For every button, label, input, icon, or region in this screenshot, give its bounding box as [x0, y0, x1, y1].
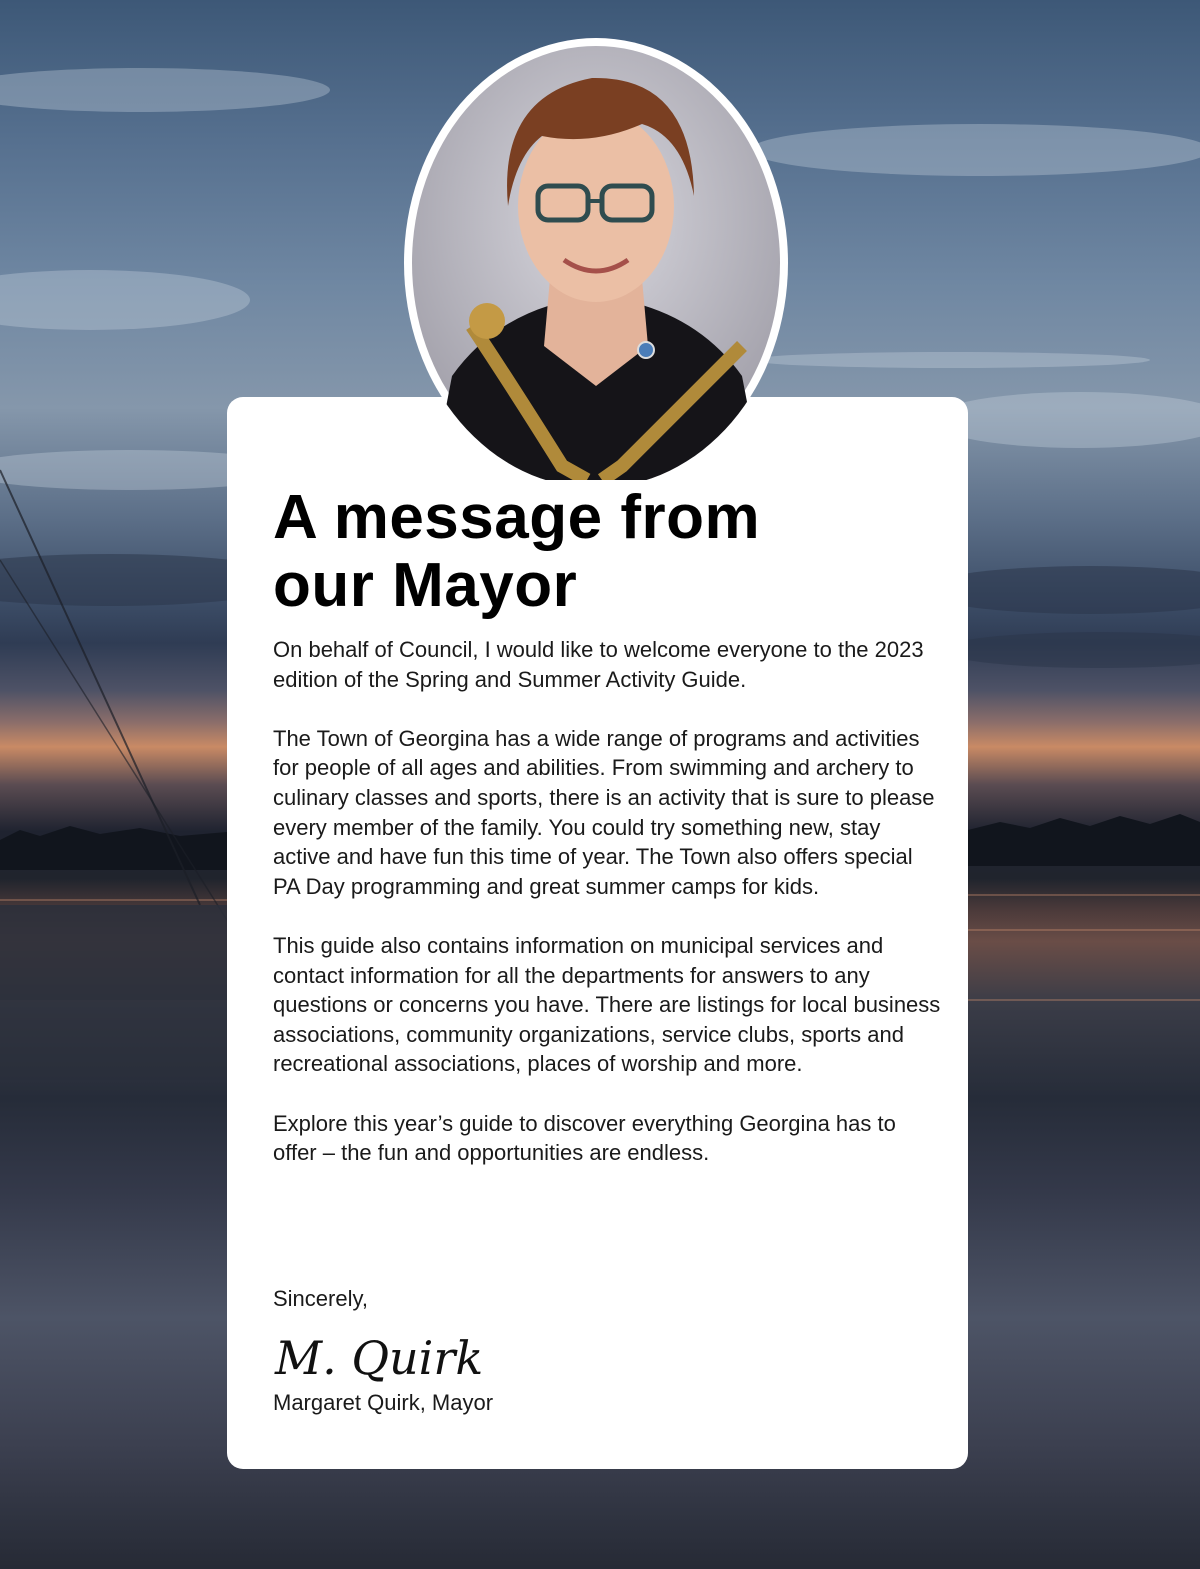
paragraph-services: This guide also contains information on municipal services and contact information for all the departments for answers to any questions or concerns you have. There are listings for local business associations, community organizations, service clubs, sports and recreational associations, places of worship and more.	[273, 932, 941, 1077]
page-title	[273, 484, 953, 620]
letter-body	[273, 635, 943, 1197]
signer-name: Margaret Quirk, Mayor	[273, 1390, 494, 1415]
paragraph-welcome: On behalf of Council, I would like to welcome everyone to the 2023 edition of the Spring and Summer Activity Guide.	[273, 637, 924, 692]
signature-text: M. Quirk	[275, 1331, 484, 1385]
paragraph-explore: Explore this year’s guide to discover everything Georgina has to offer – the fun and opportunities are endless.	[273, 1110, 896, 1166]
paragraph-programs: The Town of Georgina has a wide range of programs and activities for people of all ages and abilities. From swimming and archery to culinary classes and sports, there is an activity that is sure to please every member of the family. You could try something new, stay active and have fun this time of year. The Town also offers special PA Day programming and great summer camps for kids.	[273, 725, 935, 899]
mayor-portrait-photo	[412, 46, 780, 480]
title-line-1: A message from	[273, 483, 761, 552]
title-line-2: our Mayor	[273, 551, 578, 620]
mayor-signature	[273, 1328, 493, 1390]
mayor-portrait-frame	[404, 38, 788, 488]
letter-closing: Sincerely,	[273, 1286, 368, 1311]
